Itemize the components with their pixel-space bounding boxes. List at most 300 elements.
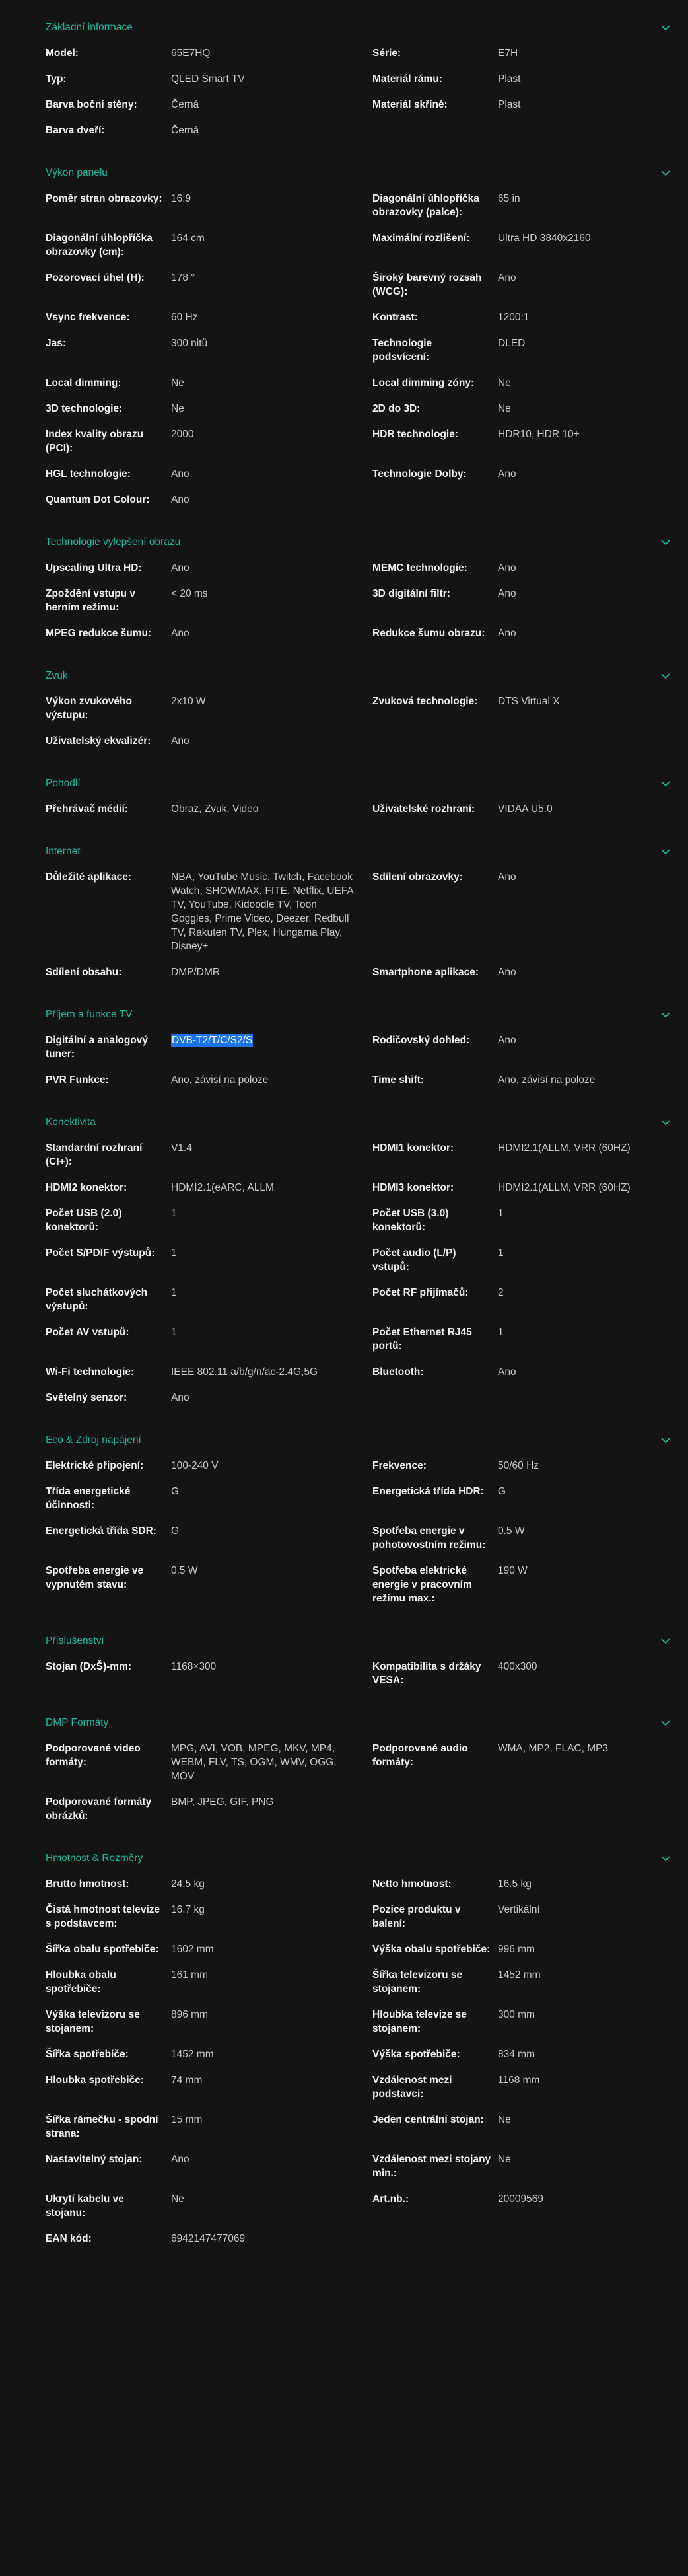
- spec-value: 6942147477069: [171, 2233, 246, 2244]
- section-title: Výkon panelu: [46, 167, 108, 178]
- section-header[interactable]: [46, 837, 672, 866]
- spec-cell: [372, 493, 676, 507]
- spec-row: [46, 1365, 688, 1391]
- spec-label: Technologie podsvícení:: [372, 338, 432, 363]
- spec-label: HDR technologie:: [372, 429, 459, 440]
- spec-row: [46, 1485, 688, 1524]
- spec-value: Ano: [498, 468, 516, 480]
- spec-value: 16.7 kg: [171, 1904, 205, 1915]
- spec-cell: [372, 2232, 676, 2246]
- spec-section: [0, 13, 688, 159]
- spec-value: NBA, YouTube Music, Twitch, Facebook Watch, SHOWMAX, FITE, Netflix, UEFA TV, YouTube, Kidoodle TV, Toon Goggles, Prime Video, Deezer, Redbull TV, Rakuten TV, Plex, Hungama Play, Disney+: [171, 871, 353, 952]
- spec-row: [46, 427, 688, 467]
- spec-cell: [372, 694, 676, 722]
- spec-cell: [372, 1141, 676, 1169]
- spec-label: Přehrávač médií:: [46, 803, 128, 815]
- spec-cell: [46, 1181, 372, 1195]
- spec-cell: [372, 626, 676, 640]
- spec-cell: [46, 1795, 372, 1823]
- spec-cell: [372, 1968, 676, 1996]
- spec-section: [0, 1000, 688, 1108]
- section-title: Příjem a funkce TV: [46, 1009, 133, 1020]
- spec-row: [46, 2113, 688, 2153]
- spec-cell: [372, 561, 676, 575]
- chevron-down-icon[interactable]: [659, 536, 672, 549]
- chevron-down-icon[interactable]: [659, 1008, 672, 1021]
- spec-row: [46, 2073, 688, 2113]
- spec-value: 24.5 kg: [171, 1878, 205, 1890]
- spec-label: Podporované video formáty:: [46, 1743, 141, 1768]
- spec-cell: [46, 1742, 372, 1783]
- spec-cell: [46, 192, 372, 219]
- spec-label: Barva boční stěny:: [46, 99, 137, 110]
- spec-row: [46, 734, 688, 760]
- spec-value: DMP/DMR: [171, 967, 221, 978]
- spec-cell: [372, 1942, 676, 1956]
- spec-label: Quantum Dot Colour:: [46, 494, 150, 505]
- spec-value: Ano: [498, 562, 516, 573]
- spec-value: Ano: [171, 628, 189, 639]
- section-header[interactable]: [46, 1426, 672, 1455]
- spec-cell: [372, 1325, 676, 1353]
- spec-label: MEMC technologie:: [372, 562, 467, 573]
- spec-section: [0, 1426, 688, 1627]
- spec-label: Jas:: [46, 338, 67, 349]
- spec-label: Standardní rozhraní (CI+):: [46, 1142, 143, 1167]
- spec-cell: [46, 965, 372, 979]
- spec-cell: [46, 1286, 372, 1313]
- spec-row: [46, 694, 688, 734]
- spec-cell: [46, 493, 372, 507]
- spec-cell: [46, 1365, 372, 1379]
- spec-label: Hloubka obalu spotřebiče:: [46, 1969, 116, 1995]
- spec-value: 60 Hz: [171, 312, 198, 323]
- spec-label: Počet USB (3.0) konektorů:: [372, 1208, 449, 1233]
- spec-cell: [46, 467, 372, 481]
- section-header[interactable]: [46, 159, 672, 188]
- spec-value: Ano, závisí na poloze: [498, 1074, 596, 1086]
- spec-row: [46, 402, 688, 427]
- spec-value: 178 °: [171, 272, 195, 283]
- spec-row: [46, 965, 688, 991]
- spec-cell: [46, 124, 372, 137]
- spec-label: Důležité aplikace:: [46, 871, 132, 883]
- spec-value: HDMI2.1(ALLM, VRR (60HZ): [498, 1182, 631, 1193]
- spec-cell: [372, 2047, 676, 2061]
- spec-cell: [372, 1903, 676, 1931]
- spec-section: [0, 661, 688, 769]
- spec-value: Ano: [498, 967, 516, 978]
- spec-label: Šířka televizoru se stojanem:: [372, 1969, 463, 1995]
- chevron-down-icon[interactable]: [659, 1434, 672, 1447]
- spec-cell: [46, 2073, 372, 2101]
- spec-section: [0, 837, 688, 1000]
- spec-label: Nastavitelný stojan:: [46, 2154, 143, 2165]
- spec-label: Rodičovský dohled:: [372, 1035, 470, 1046]
- spec-label: Počet USB (2.0) konektorů:: [46, 1208, 122, 1233]
- spec-label: HDMI3 konektor:: [372, 1182, 454, 1193]
- spec-value: 2000: [171, 429, 194, 440]
- chevron-down-icon[interactable]: [659, 21, 672, 34]
- spec-cell: [46, 1877, 372, 1891]
- spec-value: V1.4: [171, 1142, 192, 1154]
- spec-value: Černá: [171, 99, 199, 110]
- spec-value: Ano: [171, 468, 189, 480]
- spec-label: Uživatelské rozhraní:: [372, 803, 475, 815]
- spec-value: G: [171, 1486, 180, 1497]
- spec-row: [46, 2232, 688, 2258]
- spec-section: [0, 159, 688, 528]
- spec-section: [0, 769, 688, 837]
- spec-cell: [372, 2073, 676, 2101]
- spec-row: [46, 626, 688, 652]
- section-title: Konektivita: [46, 1117, 96, 1128]
- spec-label: Výška obalu spotřebiče:: [372, 1944, 491, 1955]
- spec-value: Ne: [498, 403, 511, 414]
- spec-label: Spotřeba energie v pohotovostním režimu:: [372, 1526, 486, 1551]
- spec-value: 16.5 kg: [498, 1878, 532, 1890]
- spec-value: Vertikální: [498, 1904, 540, 1915]
- spec-cell: [372, 271, 676, 299]
- spec-row: [46, 587, 688, 626]
- spec-value: Ne: [498, 377, 511, 388]
- chevron-down-icon[interactable]: [659, 845, 672, 858]
- spec-cell: [372, 427, 676, 455]
- spec-value: < 20 ms: [171, 588, 208, 599]
- spec-value: Ano: [171, 2154, 189, 2165]
- spec-label: Vsync frekvence:: [46, 312, 130, 323]
- spec-row: [46, 1660, 688, 1699]
- spec-cell: [372, 98, 676, 112]
- spec-cell: [46, 46, 372, 60]
- spec-value: E7H: [498, 48, 518, 59]
- spec-row: [46, 1877, 688, 1903]
- spec-label: Hloubka televize se stojanem:: [372, 2009, 467, 2034]
- section-title: Internet: [46, 846, 81, 857]
- chevron-down-icon[interactable]: [659, 669, 672, 682]
- spec-cell: [46, 587, 372, 614]
- spec-cell: [46, 626, 372, 640]
- spec-label: Široký barevný rozsah (WCG):: [372, 272, 482, 297]
- spec-cell: [372, 1524, 676, 1552]
- spec-cell: [372, 1391, 676, 1405]
- section-header[interactable]: [46, 1844, 672, 1873]
- spec-row: [46, 1968, 688, 2008]
- section-header[interactable]: [46, 13, 672, 42]
- spec-label: Energetická třída HDR:: [372, 1486, 484, 1497]
- spec-cell: [46, 2008, 372, 2036]
- spec-label: Zvuková technologie:: [372, 696, 478, 707]
- spec-label: Art.nb.:: [372, 2193, 409, 2205]
- spec-label: Bluetooth:: [372, 1366, 424, 1378]
- spec-cell: [372, 734, 676, 748]
- spec-cell: [46, 271, 372, 299]
- spec-label: Série:: [372, 48, 401, 59]
- spec-label: Počet Ethernet RJ45 portů:: [372, 1327, 472, 1352]
- spec-section: [0, 1627, 688, 1709]
- spec-value: 996 mm: [498, 1944, 535, 1955]
- spec-label: Šířka rámečku - spodní strana:: [46, 2114, 158, 2139]
- spec-cell: [372, 376, 676, 390]
- chevron-down-icon[interactable]: [659, 1852, 672, 1865]
- spec-label: Sdílení obsahu:: [46, 967, 122, 978]
- spec-value: HDR10, HDR 10+: [498, 429, 580, 440]
- spec-value: 1: [498, 1208, 504, 1219]
- spec-value: 50/60 Hz: [498, 1460, 539, 1471]
- section-title: Zvuk: [46, 670, 68, 681]
- section-title: DMP Formáty: [46, 1717, 109, 1728]
- spec-value: Ano: [171, 1392, 189, 1403]
- spec-label: PVR Funkce:: [46, 1074, 109, 1086]
- chevron-down-icon[interactable]: [659, 1116, 672, 1129]
- spec-value: 15 mm: [171, 2114, 203, 2125]
- spec-label: Elektrické připojení:: [46, 1460, 144, 1471]
- spec-value: 0.5 W: [171, 1565, 198, 1576]
- spec-cell: [372, 1286, 676, 1313]
- spec-row: [46, 802, 688, 828]
- spec-value: Ano: [171, 562, 189, 573]
- spec-cell: [372, 2153, 676, 2180]
- spec-label: Frekvence:: [372, 1460, 427, 1471]
- spec-row: [46, 1073, 688, 1099]
- chevron-down-icon[interactable]: [659, 166, 672, 180]
- spec-value: Ano, závisí na poloze: [171, 1074, 269, 1086]
- spec-cell: [46, 1141, 372, 1169]
- spec-value: Plast: [498, 73, 521, 85]
- spec-cell: [372, 336, 676, 364]
- spec-value: Ne: [171, 377, 184, 388]
- spec-label: Vzdálenost mezi podstavci:: [372, 2075, 452, 2100]
- chevron-down-icon[interactable]: [659, 1635, 672, 1648]
- spec-value: MPG, AVI, VOB, MPEG, MKV, MP4, WEBM, FLV, TS, OGM, WMV, OGG, MOV: [171, 1743, 337, 1782]
- spec-label: Materiál rámu:: [372, 73, 442, 85]
- spec-value: 1: [498, 1327, 504, 1338]
- spec-cell: [46, 1485, 372, 1512]
- spec-label: Stojan (DxŠ)-mm:: [46, 1661, 132, 1672]
- spec-label: Hloubka spotřebiče:: [46, 2075, 144, 2086]
- section-header[interactable]: [46, 769, 672, 798]
- spec-value: 1: [171, 1247, 177, 1259]
- spec-value: 1: [498, 1247, 504, 1259]
- spec-value: 20009569: [498, 2193, 543, 2205]
- spec-label: Pozice produktu v balení:: [372, 1904, 461, 1929]
- spec-cell: [372, 2008, 676, 2036]
- spec-label: Diagonální úhlopříčka obrazovky (palce):: [372, 193, 479, 218]
- spec-label: 3D digitální filtr:: [372, 588, 450, 599]
- spec-label: 2D do 3D:: [372, 403, 421, 414]
- spec-section: [0, 1844, 688, 2267]
- spec-value: HDMI2.1(ALLM, VRR (60HZ): [498, 1142, 631, 1154]
- spec-row: [46, 1181, 688, 1206]
- spec-value: 2x10 W: [171, 696, 206, 707]
- spec-cell: [46, 1564, 372, 1605]
- spec-row: [46, 561, 688, 587]
- spec-row: [46, 1391, 688, 1417]
- spec-value: Ne: [498, 2114, 511, 2125]
- spec-cell: [46, 336, 372, 364]
- spec-value: Ano: [498, 272, 516, 283]
- spec-label: Local dimming:: [46, 377, 121, 388]
- spec-label: Redukce šumu obrazu:: [372, 628, 485, 639]
- spec-label: Ukrytí kabelu ve stojanu:: [46, 2193, 124, 2219]
- spec-value: Ne: [171, 403, 184, 414]
- spec-row: [46, 2047, 688, 2073]
- spec-label: Počet sluchátkových výstupů:: [46, 1287, 148, 1312]
- spec-value: Ano: [171, 494, 189, 505]
- spec-cell: [372, 870, 676, 953]
- spec-label: Třída energetické účinnosti:: [46, 1486, 131, 1511]
- spec-row: [46, 311, 688, 336]
- spec-value: G: [498, 1486, 506, 1497]
- section-header[interactable]: [46, 661, 672, 690]
- spec-value: Plast: [498, 99, 521, 110]
- spec-value: 300 mm: [498, 2009, 535, 2020]
- spec-label: Výkon zvukového výstupu:: [46, 696, 132, 721]
- spec-label: Šířka obalu spotřebiče:: [46, 1944, 159, 1955]
- spec-row: [46, 2153, 688, 2192]
- section-header[interactable]: [46, 1000, 672, 1029]
- spec-row: [46, 72, 688, 98]
- spec-value: Ne: [498, 2154, 511, 2165]
- spec-cell: [372, 2192, 676, 2220]
- spec-label: Brutto hmotnost:: [46, 1878, 129, 1890]
- spec-cell: [372, 1181, 676, 1195]
- spec-cell: [372, 1459, 676, 1473]
- chevron-down-icon[interactable]: [659, 1716, 672, 1730]
- section-title: Příslušenství: [46, 1635, 104, 1646]
- section-header[interactable]: [46, 528, 672, 557]
- spec-cell: [372, 2113, 676, 2141]
- spec-cell: [46, 2113, 372, 2141]
- spec-label: HDMI2 konektor:: [46, 1182, 127, 1193]
- spec-label: Šířka spotřebiče:: [46, 2049, 129, 2060]
- spec-label: Time shift:: [372, 1074, 425, 1086]
- spec-cell: [372, 1485, 676, 1512]
- spec-cell: [46, 2192, 372, 2220]
- spec-cell: [46, 2232, 372, 2246]
- spec-label: Spotřeba elektrické energie v pracovním režimu max.:: [372, 1565, 472, 1604]
- spec-row: [46, 2008, 688, 2047]
- spec-cell: [46, 1206, 372, 1234]
- spec-label: Materiál skříně:: [372, 99, 448, 110]
- spec-row: [46, 467, 688, 493]
- spec-value: [171, 1033, 366, 1061]
- spec-cell: [372, 1206, 676, 1234]
- chevron-down-icon[interactable]: [659, 777, 672, 790]
- spec-cell: [46, 734, 372, 748]
- spec-value: 1602 mm: [171, 1944, 214, 1955]
- spec-label: Uživatelský ekvalizér:: [46, 735, 151, 747]
- spec-value: Ano: [171, 735, 189, 747]
- spec-label: Čistá hmotnost televize s podstavcem:: [46, 1904, 160, 1929]
- spec-value: 16:9: [171, 193, 191, 204]
- spec-cell: [372, 1033, 676, 1061]
- spec-value: Ano: [498, 588, 516, 599]
- spec-row: [46, 1141, 688, 1181]
- spec-cell: [372, 46, 676, 60]
- spec-label: Upscaling Ultra HD:: [46, 562, 142, 573]
- spec-label: Počet AV vstupů:: [46, 1327, 129, 1338]
- spec-row: [46, 1564, 688, 1617]
- spec-label: Local dimming zóny:: [372, 377, 475, 388]
- spec-label: Podporované formáty obrázků:: [46, 1796, 152, 1822]
- spec-cell: [372, 72, 676, 86]
- spec-cell: [46, 2047, 372, 2061]
- spec-label: EAN kód:: [46, 2233, 92, 2244]
- spec-row: [46, 46, 688, 72]
- spec-value: 65 in: [498, 193, 520, 204]
- spec-label: Počet RF přijímačů:: [372, 1287, 469, 1298]
- spec-row: [46, 1459, 688, 1485]
- spec-value: BMP, JPEG, GIF, PNG: [171, 1796, 274, 1808]
- spec-label: Poměr stran obrazovky:: [46, 193, 162, 204]
- spec-value: 1200:1: [498, 312, 530, 323]
- spec-cell: [46, 870, 372, 953]
- spec-value: 1: [171, 1208, 177, 1219]
- spec-value: 896 mm: [171, 2009, 208, 2020]
- spec-value: DLED: [498, 338, 526, 349]
- spec-label: Technologie Dolby:: [372, 468, 467, 480]
- spec-cell: [46, 376, 372, 390]
- spec-value: Ne: [171, 2193, 184, 2205]
- spec-cell: [46, 1660, 372, 1687]
- spec-row: [46, 376, 688, 402]
- spec-cell: [372, 1073, 676, 1087]
- spec-cell: [372, 1795, 676, 1823]
- spec-row: [46, 1903, 688, 1942]
- spec-label: Počet audio (L/P) vstupů:: [372, 1247, 456, 1272]
- spec-value: 1452 mm: [171, 2049, 214, 2060]
- spec-cell: [46, 1903, 372, 1931]
- spec-label: Světelný senzor:: [46, 1392, 127, 1403]
- spec-value: 1168 mm: [498, 2075, 540, 2086]
- spec-label: Wi-Fi technologie:: [46, 1366, 135, 1378]
- spec-value: Ultra HD 3840x2160: [498, 233, 591, 244]
- spec-cell: [372, 587, 676, 614]
- spec-label: Kompatibilita s držáky VESA:: [372, 1661, 481, 1686]
- spec-row: [46, 1246, 688, 1286]
- section-header[interactable]: [46, 1709, 672, 1738]
- section-header[interactable]: [46, 1627, 672, 1656]
- spec-section: [0, 528, 688, 661]
- spec-row: [46, 1286, 688, 1325]
- spec-cell: [372, 192, 676, 219]
- spec-value: IEEE 802.11 a/b/g/n/ac-2.4G,5G: [171, 1366, 318, 1378]
- section-title: Eco & Zdroj napájení: [46, 1434, 141, 1446]
- selected-text[interactable]: DVB-T2/T/C/S2/S: [172, 1035, 253, 1046]
- spec-cell: [46, 694, 372, 722]
- spec-label: Spotřeba energie ve vypnutém stavu:: [46, 1565, 144, 1590]
- spec-row: [46, 1524, 688, 1564]
- spec-cell: [46, 1391, 372, 1405]
- spec-value: 2: [498, 1287, 504, 1298]
- spec-label: Podporované audio formáty:: [372, 1743, 468, 1768]
- section-header[interactable]: [46, 1108, 672, 1137]
- spec-value: 1168×300: [171, 1661, 217, 1672]
- spec-row: [46, 870, 688, 965]
- spec-cell: [372, 1742, 676, 1783]
- spec-label: Výška televizoru se stojanem:: [46, 2009, 141, 2034]
- spec-label: Digitální a analogový tuner:: [46, 1035, 149, 1060]
- spec-value: 65E7HQ: [171, 48, 211, 59]
- spec-value: 0.5 W: [498, 1526, 525, 1537]
- spec-section: [0, 1709, 688, 1844]
- spec-cell: [46, 402, 372, 416]
- spec-cell: [46, 1246, 372, 1274]
- spec-row: [46, 1795, 688, 1835]
- spec-row: [46, 98, 688, 124]
- spec-value: QLED Smart TV: [171, 73, 245, 85]
